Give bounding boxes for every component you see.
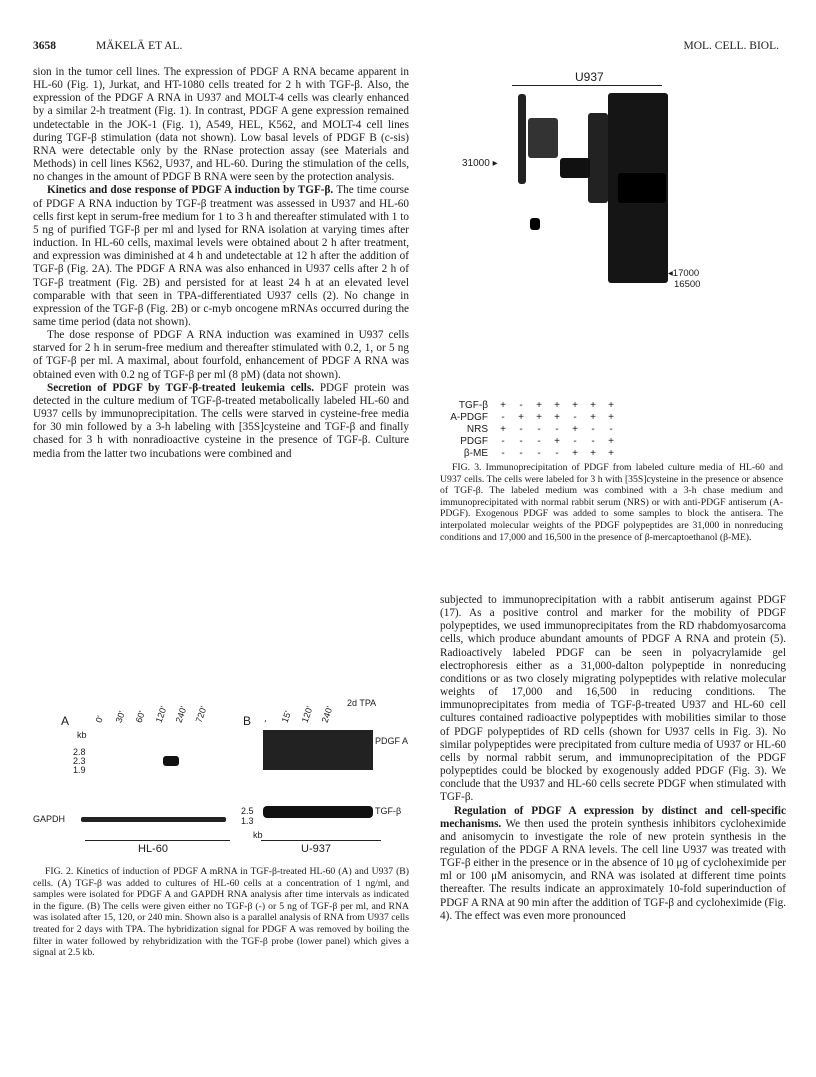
treatment-value: - (609, 424, 613, 435)
lane-label: - (259, 717, 271, 724)
treatment-value: + (608, 400, 614, 411)
gel-band (530, 218, 540, 230)
treatment-value: + (572, 424, 578, 435)
treatment-value: - (519, 448, 523, 459)
treatment-value: - (519, 436, 523, 447)
gapdh-label: GAPDH (33, 814, 66, 824)
pdgfa-label: PDGF A (375, 736, 409, 746)
treatment-row (440, 424, 620, 436)
kb-label: kb (77, 730, 87, 740)
size-markers-b (241, 806, 254, 826)
title-rule (512, 85, 662, 86)
lane-label: 240' (319, 704, 335, 724)
figure-3-caption (440, 462, 783, 543)
authors: MÄKELÄ ET AL. (96, 40, 183, 52)
lane-label: 60' (133, 709, 148, 724)
section-heading: Regulation of PDGF A expression by distinct and cell-specific mechanisms. (440, 804, 786, 830)
treatment-value: - (555, 448, 559, 459)
cell-rule (261, 840, 381, 841)
marker-31000: 31000 ▸ (462, 158, 498, 169)
treatment-label: PDGF (460, 436, 488, 447)
paragraph-text: We then used the protein synthesis inhibitors cycloheximide and anisomycin to investigate the role of new protein synthesis in the regulation of the PDGF A RNA levels. The cell line U937 was treated with TGF-β either in the presence or in the absence of 10 μg of cycloheximide per ml or 100 μM anisomycin, and RNA was isolated at different time points thereafter. The results indicate an approximately 10-fold superinduction of PDGF A RNA at 90 min after the addition of TGF-β and cycloheximide (Fig. 4). The effect was even more pronounced (440, 817, 786, 922)
size-marker: 1.3 (241, 816, 254, 826)
paragraph: The dose response of PDGF A RNA induction was examined in U937 cells starved for 2 h in serum-free medium and thereafter stimulated with 0.2, 1, or 5 ng of TGF-β per ml. A maximal, about fourfold, enhancement of PDGF A RNA was obtained even with 0.2 ng of TGF-β per ml (8 pM) (data not shown). (33, 329, 409, 381)
lane-label: 240' (173, 704, 189, 724)
running-authors (96, 40, 182, 52)
lane-label: 30' (113, 709, 128, 724)
treatment-value: - (501, 412, 505, 423)
treatment-table (440, 400, 620, 460)
treatment-row (440, 436, 620, 448)
lane-label: 120' (153, 704, 169, 724)
treatment-value: + (590, 400, 596, 411)
treatment-value: - (537, 436, 541, 447)
caption-label: FIG. 3. (452, 462, 482, 473)
treatment-value: + (536, 412, 542, 423)
lane-label: 120' (299, 704, 315, 724)
paragraph (33, 382, 409, 461)
section-heading: Secretion of PDGF by TGF-β-treated leukemia cells. (47, 381, 315, 394)
lane-label: 2d TPA (347, 698, 377, 708)
size-marker: 2.5 (241, 806, 254, 816)
cell-label-a: HL-60 (138, 843, 168, 855)
treatment-row (440, 448, 620, 460)
caption-body: Immunoprecipitation of PDGF from labeled culture media of HL-60 and U937 cells. The cells were labeled for 3 h with [35S]cysteine in the presence or absence of TGF-β. The labeled medium was combined with a 3-h chase medium and immunoprecipitated with normal rabbit serum (NRS) or with anti-PDGF antiserum (A-PDGF). Exogenous PDGF was added to some samples to block the antisera. The interpolated molecular weights of the PDGF polypeptides are 31,000 in nonreducing conditions and 17,000 and 16,500 in the presence of β-mercaptoethanol (β-ME). (440, 462, 783, 543)
marker-label: 31000 (462, 158, 490, 169)
treatment-value: + (608, 412, 614, 423)
size-marker: 1.9 (73, 765, 86, 775)
panel-a-label: A (61, 714, 70, 728)
lane-label: 15' (279, 709, 294, 724)
treatment-value: - (573, 412, 577, 423)
cell-rule (85, 840, 230, 841)
treatment-label: A-PDGF (450, 412, 488, 423)
caption-body: Kinetics of induction of PDGF A mRNA in TGF-β-treated HL-60 (A) and U937 (B) cells. (A) TGF-β was added to cultures of HL-60 cells at a concentration of 1 ng/ml, and samples were isolated for PDGF A and GAPDH RNA analysis after time intervals as indicated in the figure. (B) The cells were given either no TGF-β (-) or 5 ng of TGF-β per ml, and RNA was isolated after 15, 120, or 240 min. Shown also is a parallel analysis of RNA from U937 cells treated for 2 days with TPA. The hybridization signal for PDGF A was removed by boiling the filter in water followed by rehybridization with the TGF-β probe (lower panel) which gives a signal at 2.5 kb. (33, 866, 409, 959)
gel-band (81, 817, 226, 822)
gel-band (528, 118, 558, 158)
treatment-value: - (519, 400, 523, 411)
gel-band (163, 756, 179, 766)
treatment-value: - (573, 436, 577, 447)
paragraph (33, 184, 409, 329)
treatment-row (440, 412, 620, 424)
treatment-value: - (501, 436, 505, 447)
kb-label-bottom: kb (253, 830, 263, 840)
gel-band (588, 113, 608, 203)
caption-label: FIG. 2. (45, 866, 74, 877)
gel-image (518, 88, 670, 388)
treatment-value: + (500, 400, 506, 411)
paragraph-text: The time course of PDGF A RNA induction by TGF-β treatment was assessed in U937 and HL-60 cells first kept in serum-free medium for 1 to 3 h and thereafter stimulated with 1 to 5 ng of purified TGF-β per ml and lysed for RNA isolation at varying times after induction. In HL-60 cells, maximal levels were obtained about 2 h after treatment, and expression was diminished at 4 h and undetectable at 12 h after the addition of TGF-β (Fig. 2A). The PDGF A RNA was also enhanced in U937 cells after 2 h of TGF-β treatment (Fig. 2B) and persisted for at least 24 h at an elevated level comparable with that seen in TPA-differentiated U937 cells (2). No change in expression of the TGF-β (Fig. 2B) or c-myb oncogene mRNAs occurred during the same time period (data not shown). (33, 184, 409, 328)
size-markers-a (73, 748, 86, 775)
treatment-value: + (572, 400, 578, 411)
treatment-value: - (501, 448, 505, 459)
paragraph: subjected to immunoprecipitation with a rabbit antiserum against PDGF (17). As a positive control and marker for the mobility of PDGF polypeptides, we used immunoprecipitates from the RD rhabdomyosarcoma cells, which produce abundant amounts of PDGF A RNA and protein (5). Radioactively labeled PDGF can be seen in polyacrylamide gel electrophoresis either as a 31,000-dalton polypeptide in nonreducing conditions or as two closely migrating polypeptides with relative molecular weights of 17,000 and 16,500 in reducing conditions. The immunoprecipitates from media of TGF-β-treated U937 and HL-60 cell cultures contained radioactive polypeptides with mobilities similar to those of PDGF polypeptides of RD cells (shown for U937 cells in Fig. 3). No similar polypeptides were precipitated from culture media of U937 or HL-60 cells by normal rabbit serum, and immunoprecipitation of the PDGF polypeptides could be blocked by exogenously added PDGF (Fig. 3). We conclude that the U937 and HL-60 cells secrete PDGF when stimulated with TGF-β. (440, 594, 786, 804)
journal: MOL. CELL. BIOL. (683, 40, 779, 52)
figure-2-caption (33, 866, 409, 959)
treatment-value: + (554, 436, 560, 447)
lane-label: 720' (193, 704, 209, 724)
gel-band (560, 158, 590, 178)
marker-16500: 16500 (674, 279, 701, 290)
treatment-value: + (572, 448, 578, 459)
treatment-value: - (537, 424, 541, 435)
section-heading: Kinetics and dose response of PDGF A induction by TGF-β. (47, 184, 334, 197)
gel-band (263, 806, 373, 818)
gel-band (618, 173, 666, 203)
page-number: 3658 (33, 40, 56, 52)
treatment-label: NRS (466, 424, 488, 435)
size-marker: 2.8 (73, 747, 86, 757)
treatment-value: + (608, 436, 614, 447)
figure-3 (440, 70, 785, 459)
cell-label-b: U-937 (301, 843, 331, 855)
marker-label: 17000 (672, 268, 700, 279)
gel-band (263, 730, 373, 770)
caption-text (33, 866, 409, 959)
treatment-value: + (518, 412, 524, 423)
right-column (440, 594, 786, 923)
size-marker: 2.3 (73, 756, 86, 766)
figure-3-title: U937 (575, 70, 604, 84)
treatment-value: + (500, 424, 506, 435)
panel-b-label: B (243, 714, 252, 728)
treatment-value: + (554, 412, 560, 423)
treatment-value: + (608, 448, 614, 459)
treatment-value: + (590, 412, 596, 423)
journal-name (683, 40, 779, 52)
tgfb-label: TGF-β (375, 806, 402, 816)
marker-17000: ◂17000 (668, 268, 700, 279)
treatment-value: - (519, 424, 523, 435)
gel-band (518, 94, 526, 184)
figure-2 (33, 680, 409, 860)
treatment-value: - (555, 424, 559, 435)
treatment-row (440, 400, 620, 412)
treatment-value: - (591, 424, 595, 435)
treatment-label: TGF-β (458, 400, 488, 411)
treatment-value: + (590, 448, 596, 459)
left-column (33, 66, 409, 461)
treatment-value: - (537, 448, 541, 459)
caption-text (440, 462, 783, 543)
paragraph-text: PDGF protein was detected in the culture medium of TGF-β-treated metabolically labeled HL-60 and U937 cells by immunoprecipitation. The cells were starved in cysteine-free media for 30 min followed by a 3-h labeling with [35S]cysteine and TGF-β and finally chased for 3 h with nonradioactive cysteine in the presence of TGF-β. Culture media from the latter two incubations were combined and (33, 381, 409, 460)
treatment-value: + (536, 400, 542, 411)
treatment-label: β-ME (463, 448, 488, 459)
treatment-value: - (591, 436, 595, 447)
lane-label: 0' (93, 714, 106, 724)
paragraph (440, 805, 786, 923)
paragraph: sion in the tumor cell lines. The expression of PDGF A RNA became apparent in HL-60 (Fig. 1), Jurkat, and HT-1080 cells treated for 2 h with TGF-β. Also, the expression of the PDGF A RNA in U937 and MOLT-4 cells was clearly enhanced by a similar 2-h treatment (Fig. 1). In contrast, PDGF A gene expression remained undetectable in the JOK-1 (Fig. 1), A549, HEL, K562, and MOLT-4 cell lines during TGF-β stimulation (data not shown). Low basal levels of PDGF B (c-sis) RNA were detectable only by the RNase protection assay (see Materials and Methods) in cell lines K562, U937, and HL-60. During the stimulation of the cells, no changes in the amount of PDGF B RNA were seen by the protection analysis. (33, 66, 409, 184)
treatment-value: + (554, 400, 560, 411)
